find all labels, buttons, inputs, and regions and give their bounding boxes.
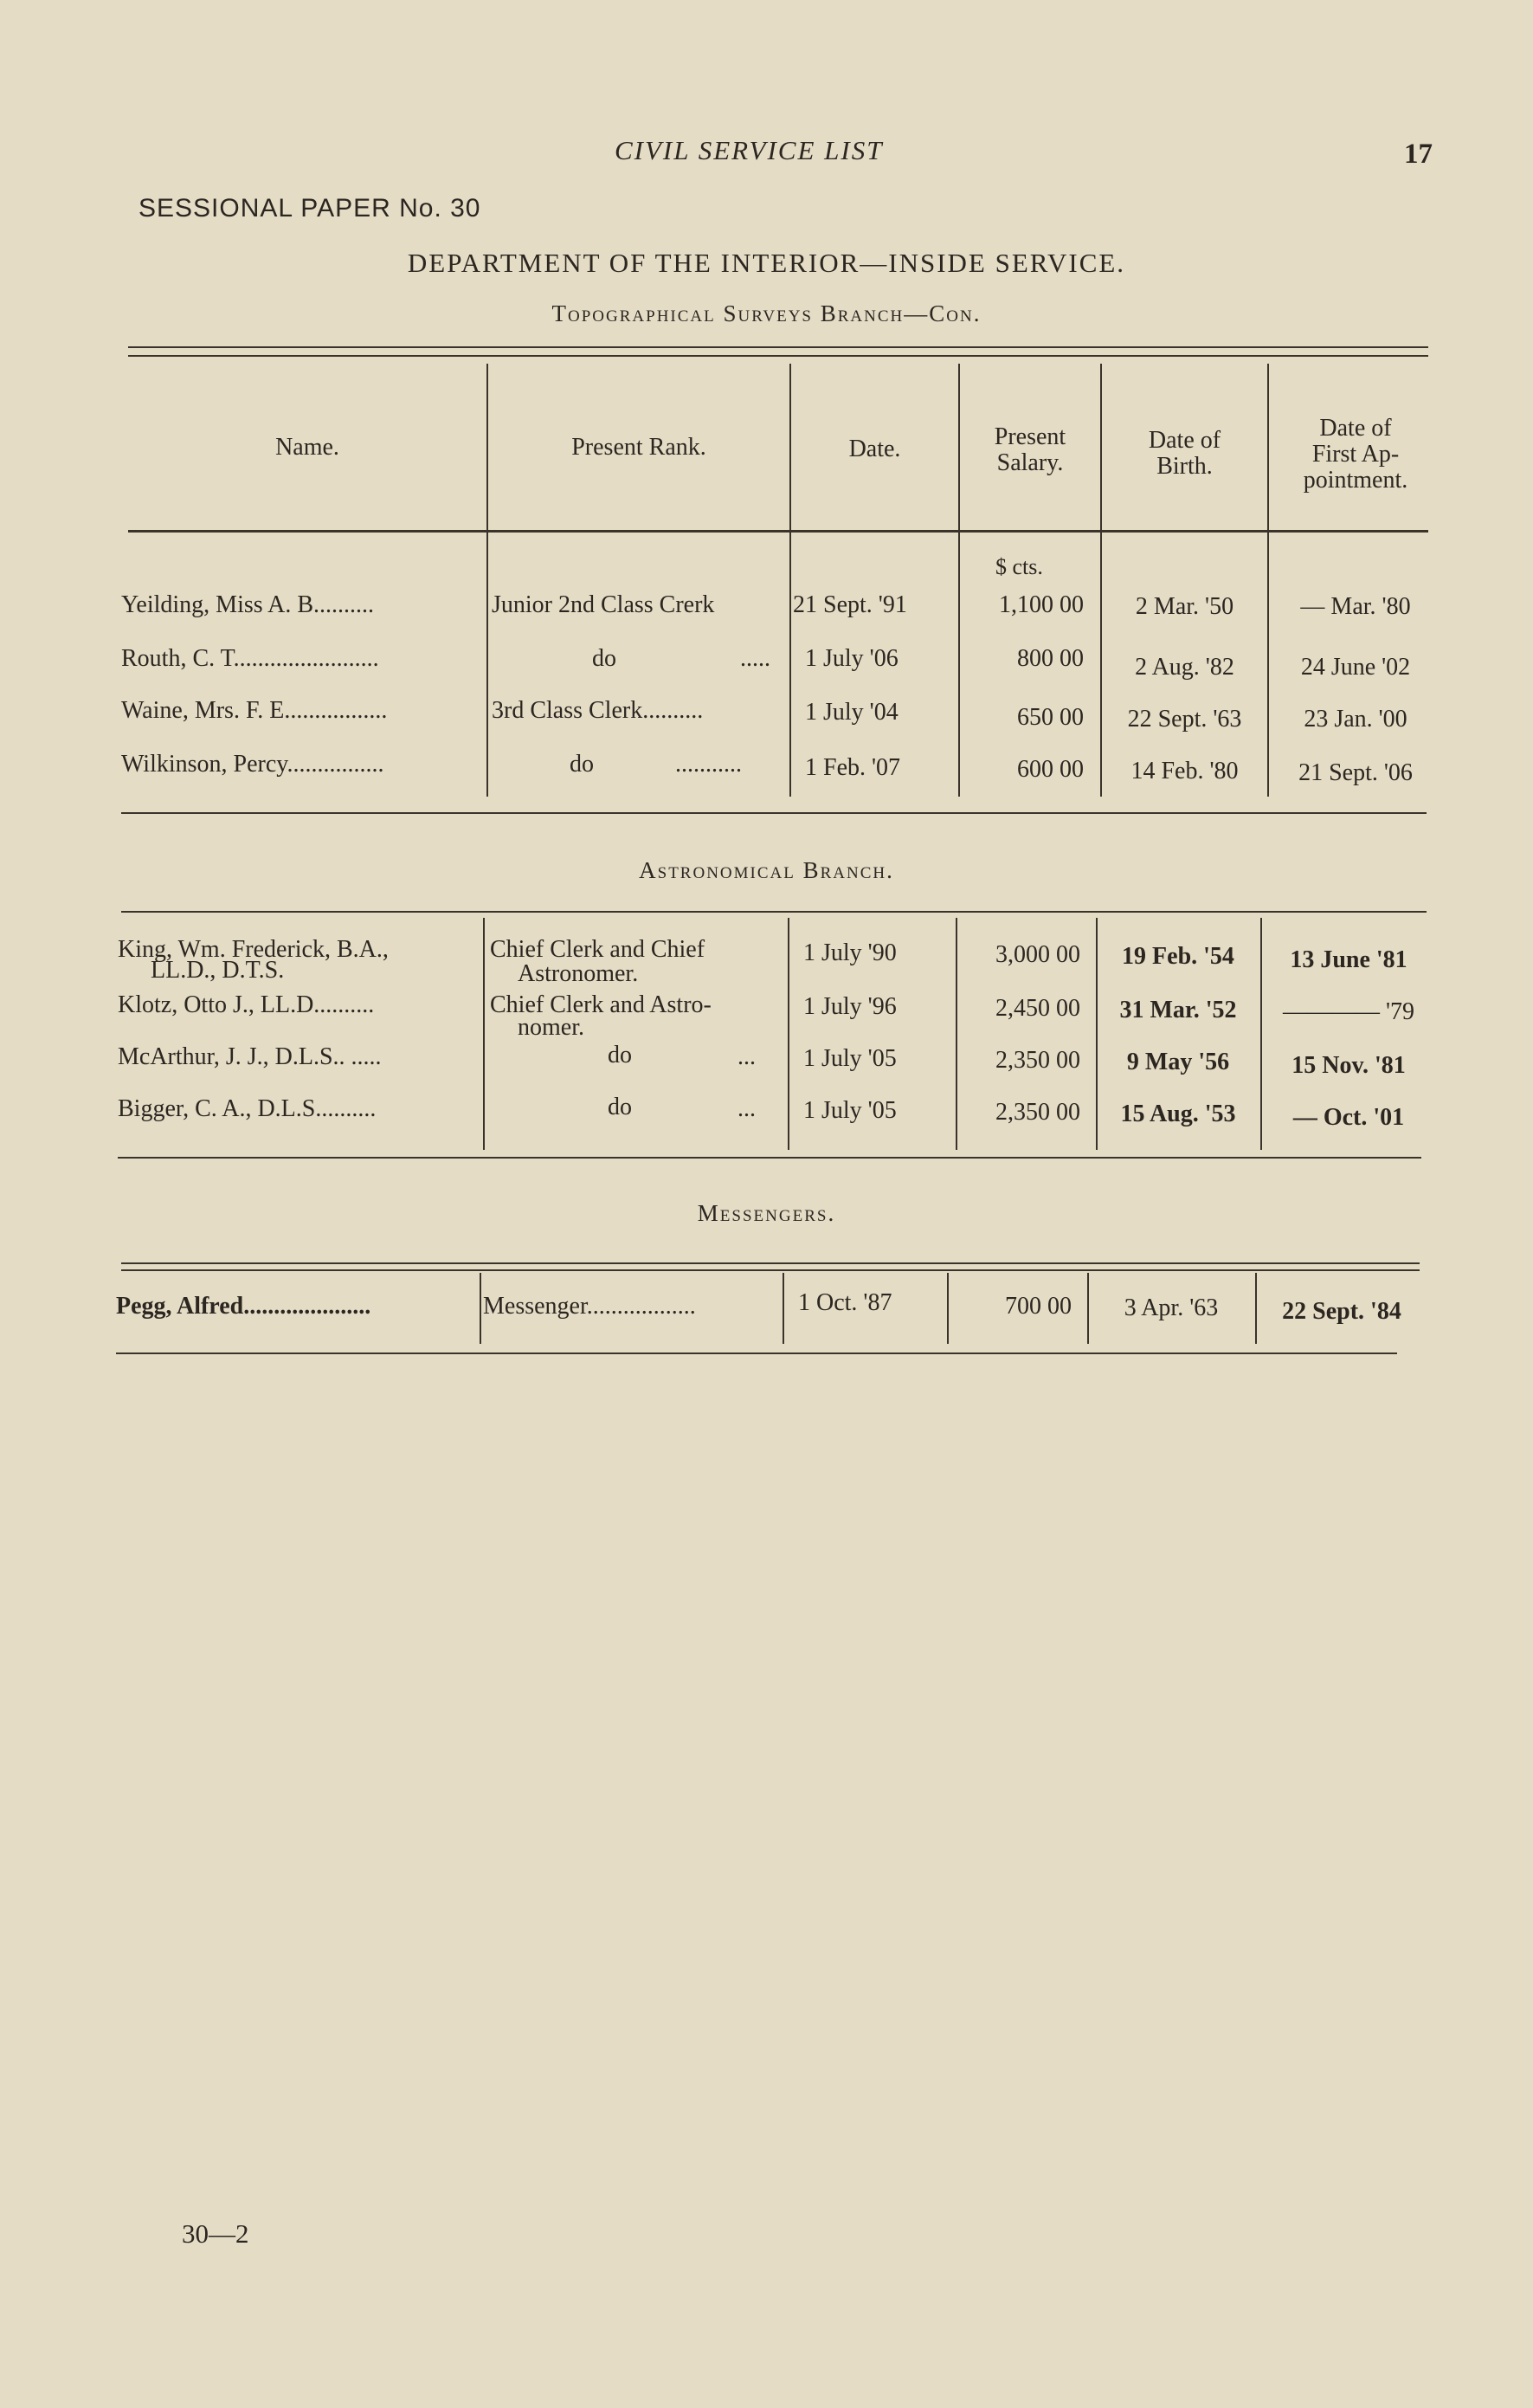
- appointment-cell: — Mar. '80: [1300, 593, 1411, 620]
- name-cell: Klotz, Otto J., LL.D..........: [118, 991, 375, 1018]
- column-divider: [947, 1273, 949, 1344]
- table-rule: [128, 346, 1428, 348]
- rank-cell: Chief Clerk and Chief: [490, 936, 705, 963]
- name-cell: Wilkinson, Percy................: [121, 751, 384, 778]
- department-heading: DEPARTMENT OF THE INTERIOR—INSIDE SERVICE.: [407, 248, 1126, 278]
- appointment-cell: 13 June '81: [1290, 946, 1407, 973]
- birth-cell: 15 Aug. '53: [1120, 1101, 1236, 1127]
- rank-cell-continued: nomer.: [518, 1014, 584, 1041]
- birth-cell: 31 Mar. '52: [1119, 997, 1237, 1023]
- date-cell: 21 Sept. '91: [793, 591, 907, 618]
- section-title-topographical: Topographical Surveys Branch—Con.: [551, 300, 982, 326]
- column-divider: [783, 1273, 784, 1344]
- birth-cell: 9 May '56: [1126, 1049, 1230, 1075]
- rank-cell: do: [608, 1042, 632, 1068]
- column-header-appt-line: pointment.: [1303, 467, 1408, 494]
- section-rule: [121, 812, 1427, 814]
- salary-cell: 2,350 00: [995, 1047, 1080, 1074]
- column-header-birth: [1102, 428, 1267, 480]
- rank-cell: Chief Clerk and Astro-: [490, 991, 712, 1018]
- page-number: 17: [1404, 139, 1433, 170]
- name-cell-continued: LL.D., D.T.S.: [151, 957, 285, 984]
- appointment-cell: 21 Sept. '06: [1298, 759, 1413, 786]
- birth-cell: 14 Feb. '80: [1130, 758, 1239, 784]
- salary-cell: 2,350 00: [995, 1099, 1080, 1126]
- date-cell: 1 July '04: [805, 699, 899, 726]
- rank-cell-continued: Astronomer.: [518, 960, 639, 987]
- date-cell: 1 July '06: [805, 645, 899, 672]
- column-divider: [483, 918, 485, 1150]
- rank-cell: do: [570, 751, 594, 778]
- column-divider: [480, 1273, 481, 1344]
- section-title-astronomical: Astronomical Branch.: [639, 857, 894, 883]
- section-rule: [118, 1157, 1421, 1159]
- salary-cell: 800 00: [1017, 645, 1084, 672]
- column-divider: [789, 364, 791, 797]
- column-header-birth-line: Birth.: [1156, 453, 1213, 480]
- column-header-rank: Present Rank.: [571, 434, 706, 461]
- column-header-appt-line: First Ap-: [1311, 441, 1400, 468]
- appointment-cell: 24 June '02: [1300, 654, 1411, 681]
- appointment-cell: ———— '79: [1282, 998, 1415, 1025]
- date-cell: 1 July '05: [803, 1097, 897, 1124]
- name-cell: Yeilding, Miss A. B..........: [121, 591, 375, 618]
- column-header-name: Name.: [275, 434, 339, 461]
- column-header-appt-line: Date of: [1319, 415, 1392, 442]
- section-title-messengers: Messengers.: [697, 1200, 836, 1226]
- birth-cell: 22 Sept. '63: [1127, 706, 1242, 733]
- appointment-cell: 15 Nov. '81: [1291, 1052, 1406, 1079]
- date-cell: 1 Feb. '07: [805, 754, 901, 781]
- rank-cell: Messenger..................: [483, 1293, 696, 1320]
- section-rule: [116, 1352, 1397, 1354]
- salary-cell: 700 00: [1005, 1293, 1072, 1320]
- column-divider: [788, 918, 789, 1150]
- column-header-salary-line: Salary.: [996, 449, 1064, 476]
- salary-cell: 650 00: [1017, 704, 1084, 731]
- section-rule: [121, 1262, 1420, 1264]
- rank-leader: ...: [738, 1095, 756, 1122]
- appointment-cell: — Oct. '01: [1292, 1104, 1405, 1131]
- name-cell: Waine, Mrs. F. E.................: [121, 697, 388, 724]
- name-cell: Bigger, C. A., D.L.S..........: [118, 1095, 377, 1122]
- birth-cell: 19 Feb. '54: [1122, 943, 1234, 970]
- appointment-cell: 23 Jan. '00: [1304, 706, 1407, 733]
- column-header-salary-line: Present: [994, 423, 1066, 450]
- rank-leader: ...........: [675, 751, 742, 778]
- rank-cell: do: [608, 1094, 632, 1120]
- column-header-first-appointment: [1269, 416, 1442, 494]
- running-title: CIVIL SERVICE LIST: [615, 135, 884, 165]
- appointment-cell: 22 Sept. '84: [1282, 1298, 1401, 1325]
- salary-cell: 1,100 00: [999, 591, 1084, 618]
- rank-leader: ...: [738, 1043, 756, 1070]
- table-rule: [128, 355, 1428, 357]
- column-header-salary: [960, 424, 1100, 476]
- salary-cell: 600 00: [1017, 756, 1084, 783]
- section-rule: [121, 911, 1427, 913]
- birth-cell: 2 Aug. '82: [1135, 654, 1234, 681]
- date-cell: 1 July '90: [803, 939, 897, 966]
- salary-cell: 3,000 00: [995, 941, 1080, 968]
- name-cell: Routh, C. T........................: [121, 645, 379, 672]
- date-cell: 1 Oct. '87: [798, 1289, 892, 1316]
- salary-cell: 2,450 00: [995, 995, 1080, 1022]
- column-divider: [956, 918, 957, 1150]
- name-cell: Pegg, Alfred.....................: [116, 1293, 371, 1320]
- birth-cell: 2 Mar. '50: [1135, 593, 1234, 620]
- name-cell: King, Wm. Frederick, B.A.,: [118, 936, 389, 963]
- header-rule: [128, 530, 1428, 533]
- column-header-date: Date.: [848, 436, 901, 462]
- rank-leader: .....: [740, 645, 770, 672]
- rank-cell: Junior 2nd Class Crerk: [492, 591, 715, 618]
- date-cell: 1 July '96: [803, 993, 897, 1020]
- column-header-birth-line: Date of: [1148, 427, 1221, 454]
- name-cell: McArthur, J. J., D.L.S.. .....: [118, 1043, 382, 1070]
- section-rule: [121, 1269, 1420, 1271]
- salary-units: $ cts.: [995, 554, 1043, 579]
- date-cell: 1 July '05: [803, 1045, 897, 1072]
- column-divider: [486, 364, 488, 797]
- birth-cell: 3 Apr. '63: [1124, 1294, 1219, 1321]
- rank-cell: do: [592, 645, 616, 672]
- rank-cell: 3rd Class Clerk..........: [492, 697, 704, 724]
- signature-mark: 30—2: [182, 2218, 249, 2249]
- sessional-paper: SESSIONAL PAPER No. 30: [138, 194, 481, 223]
